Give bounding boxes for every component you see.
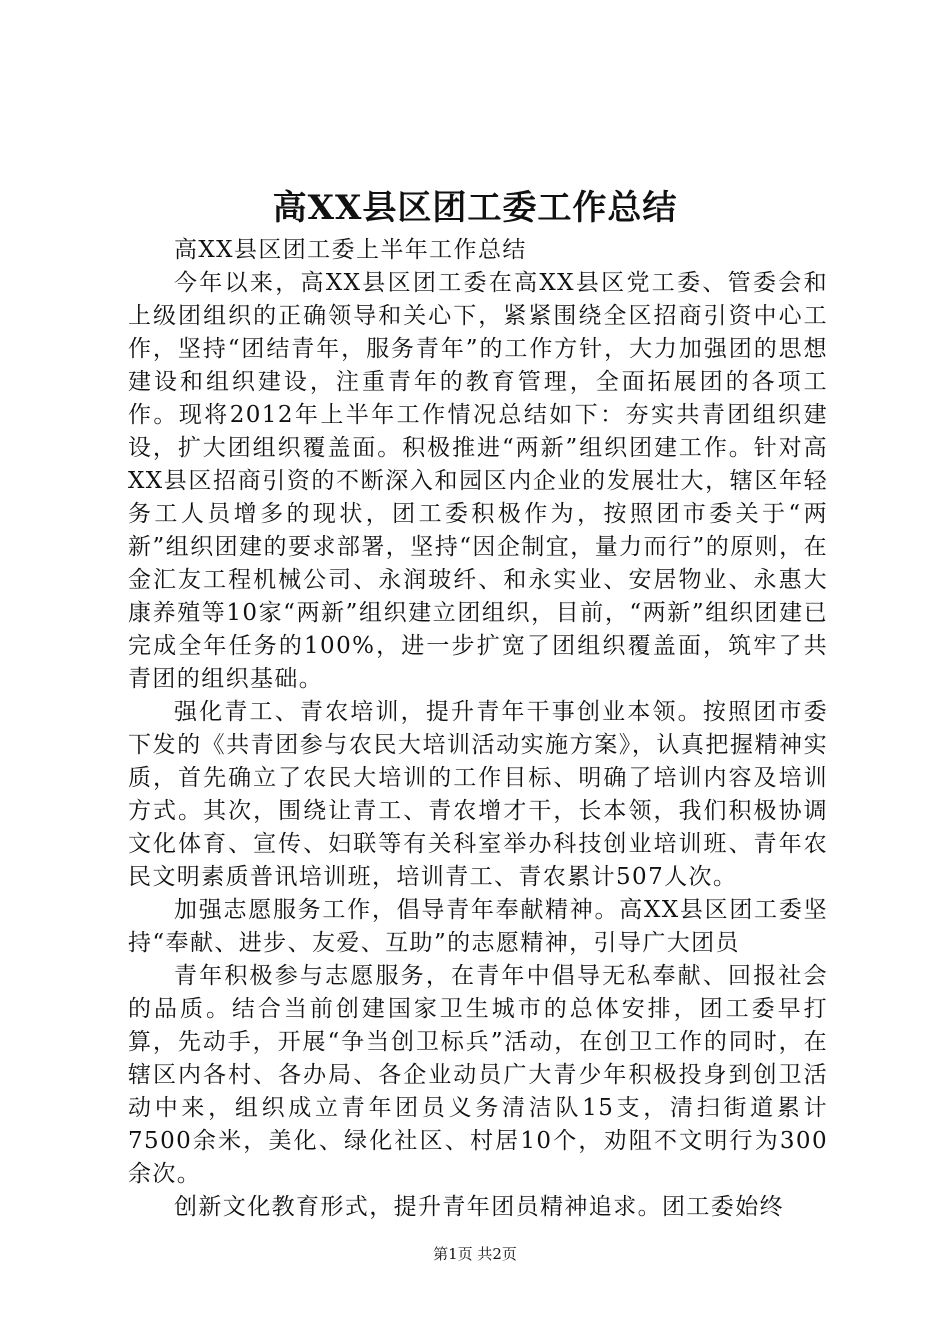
- document-body: [128, 234, 828, 1224]
- subtitle-paragraph: 高XX县区团工委上半年工作总结: [174, 237, 527, 263]
- page-footer: 第1页 共2页: [433, 1245, 517, 1263]
- body-paragraph: 加强志愿服务工作，倡导青年奉献精神。高XX县区团工委坚持“奉献、进步、友爱、互助”的志愿精神，引导广大团员: [128, 897, 828, 956]
- document-title: 高XX县区团工委工作总结: [272, 188, 678, 228]
- body-paragraph: 今年以来，高XX县区团工委在高XX县区党工委、管委会和上级团组织的正确领导和关心下，紧紧围绕全区招商引资中心工作，坚持“团结青年，服务青年”的工作方针，大力加强团的思想建设和组织建设，注重青年的教育管理，全面拓展团的各项工作。现将2012年上半年工作情况总结如下：夯实共青团组织建设，扩大团组织覆盖面。积极推进“两新”组织团建工作。针对高XX县区招商引资的不断深入和园区内企业的发展壮大，辖区年轻务工人员增多的现状，团工委积极作为，按照团市委关于“两新”组织团建的要求部署，坚持“因企制宜，量力而行”的原则，在金汇友工程机械公司、永润玻纤、和永实业、安居物业、永惠大康养殖等10家“两新”组织建立团组织，目前，“两新”组织团建已完成全年任务的100%，进一步扩宽了团组织覆盖面，筑牢了共青团的组织基础。: [128, 270, 828, 692]
- body-paragraph: 强化青工、青农培训，提升青年干事创业本领。按照团市委下发的《共青团参与农民大培训活动实施方案》，认真把握精神实质，首先确立了农民大培训的工作目标、明确了培训内容及培训方式。其次，围绕让青工、青农增才干，长本领，我们积极协调文化体育、宣传、妇联等有关科室举办科技创业培训班、青年农民文明素质普讯培训班，培训青工、青农累计507人次。: [128, 699, 828, 890]
- body-paragraph: 创新文化教育形式，提升青年团员精神追求。团工委始终: [174, 1194, 784, 1220]
- body-paragraph: 青年积极参与志愿服务，在青年中倡导无私奉献、回报社会的品质。结合当前创建国家卫生城市的总体安排，团工委早打算，先动手，开展“争当创卫标兵”活动，在创卫工作的同时，在辖区内各村、各办局、各企业动员广大青少年积极投身到创卫活动中来，组织成立青年团员义务清洁队15支，清扫街道累计7500余米，美化、绿化社区、村居10个，劝阻不文明行为300余次。: [128, 963, 828, 1187]
